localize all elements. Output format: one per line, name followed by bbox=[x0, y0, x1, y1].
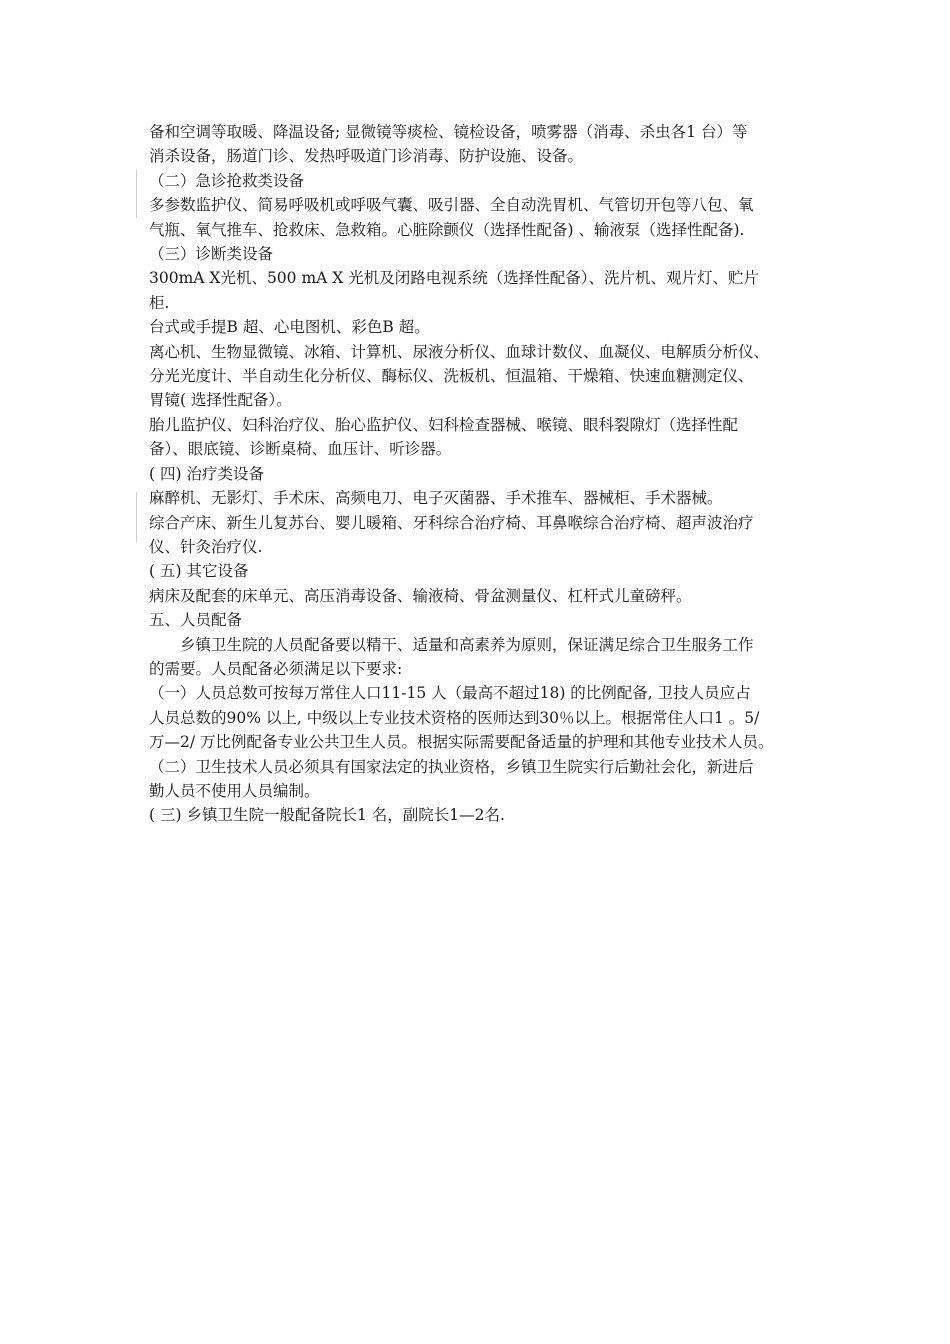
text-line: ( 三) 乡镇卫生院一般配备院长1 名，副院长1—2名. bbox=[149, 806, 505, 825]
text-line: 病床及配套的床单元、高压消毒设备、输液椅、骨盆测量仪、杠杆式儿童磅秤。 bbox=[149, 586, 692, 605]
text-line: 的需要。人员配备必须满足以下要求: bbox=[149, 659, 403, 678]
section-heading: ( 五) 其它设备 bbox=[149, 562, 249, 581]
text-line: 胎儿监护仪、妇科治疗仪、胎心监护仪、妇科检查器械、喉镜、眼科裂隙灯（选择性配 bbox=[149, 415, 739, 434]
text-line: 柜. bbox=[149, 293, 170, 312]
section-heading: （二）急诊抢救类设备 bbox=[149, 171, 305, 190]
chapter-heading: 五、人员配备 bbox=[149, 611, 243, 630]
section-heading: ( 四) 治疗类设备 bbox=[149, 464, 264, 483]
text-line: 麻醉机、无影灯、手术床、高频电刀、电子灭菌器、手术推车、器械柜、手术器械。 bbox=[149, 489, 723, 508]
margin-bar-bottom bbox=[136, 492, 137, 542]
text-line: 人员总数的90% 以上, 中级以上专业技术资格的医师达到30％以上。根据常住人口1 。5/ bbox=[149, 708, 760, 727]
document-body bbox=[149, 120, 819, 828]
text-line: 备）、眼底镜、诊断桌椅、血压计、听诊器。 bbox=[149, 440, 452, 459]
section-heading: （三）诊断类设备 bbox=[149, 245, 274, 264]
text-line: 万—2/ 万比例配备专业公共卫生人员。根据实际需要配备适量的护理和其他专业技术人员。 bbox=[149, 733, 774, 752]
text-line: 300mA X光机、500 mA X 光机及闭路电视系统（选择性配备）、洗片机、观片灯、贮片 bbox=[149, 269, 759, 288]
text-line: 消杀设备，肠道门诊、发热呼吸道门诊消毒、防护设施、设备。 bbox=[149, 147, 584, 166]
text-line: （二）卫生技术人员必须具有国家法定的执业资格，乡镇卫生院实行后勤社会化，新进后 bbox=[149, 757, 754, 776]
text-line: （一）人员总数可按每万常住人口11-15 人（最高不超过18) 的比例配备, 卫技人员应占 bbox=[149, 684, 751, 703]
paragraph-first-line: 乡镇卫生院的人员配备要以精干、适量和高素养为原则，保证满足综合卫生服务工作 bbox=[180, 635, 754, 654]
margin-bar-top bbox=[136, 170, 137, 218]
text-line: 勤人员不使用人员编制。 bbox=[149, 781, 320, 800]
text-line: 综合产床、新生儿复苏台、婴儿暖箱、牙科综合治疗椅、耳鼻喉综合治疗椅、超声波治疗 bbox=[149, 513, 754, 532]
text-line: 离心机、生物显微镜、冰箱、计算机、尿液分析仪、血球计数仪、血凝仪、电解质分析仪、 bbox=[149, 342, 770, 361]
text-line: 备和空调等取暖、降温设备; 显微镜等痰检、镜检设备，喷雾器（消毒、杀虫各1 台）等 bbox=[149, 123, 748, 141]
text-line: 台式或手提B 超、心电图机、彩色B 超。 bbox=[149, 318, 430, 337]
text-line: 气瓶、氧气推车、抢救床、急救箱。心脏除颤仪（选择性配备) 、输液泵（选择性配备). bbox=[149, 220, 745, 239]
text-line: 分光光度计、半自动生化分析仪、酶标仪、洗板机、恒温箱、干燥箱、快速血糖测定仪、 bbox=[149, 367, 754, 386]
text-line: 多参数监护仪、简易呼吸机或呼吸气囊、吸引器、全自动洗胃机、气管切开包等八包、氧 bbox=[149, 196, 754, 215]
text-line: 胃镜( 选择性配备）。 bbox=[149, 391, 292, 410]
text-line: 仪、针灸治疗仪. bbox=[149, 537, 263, 556]
